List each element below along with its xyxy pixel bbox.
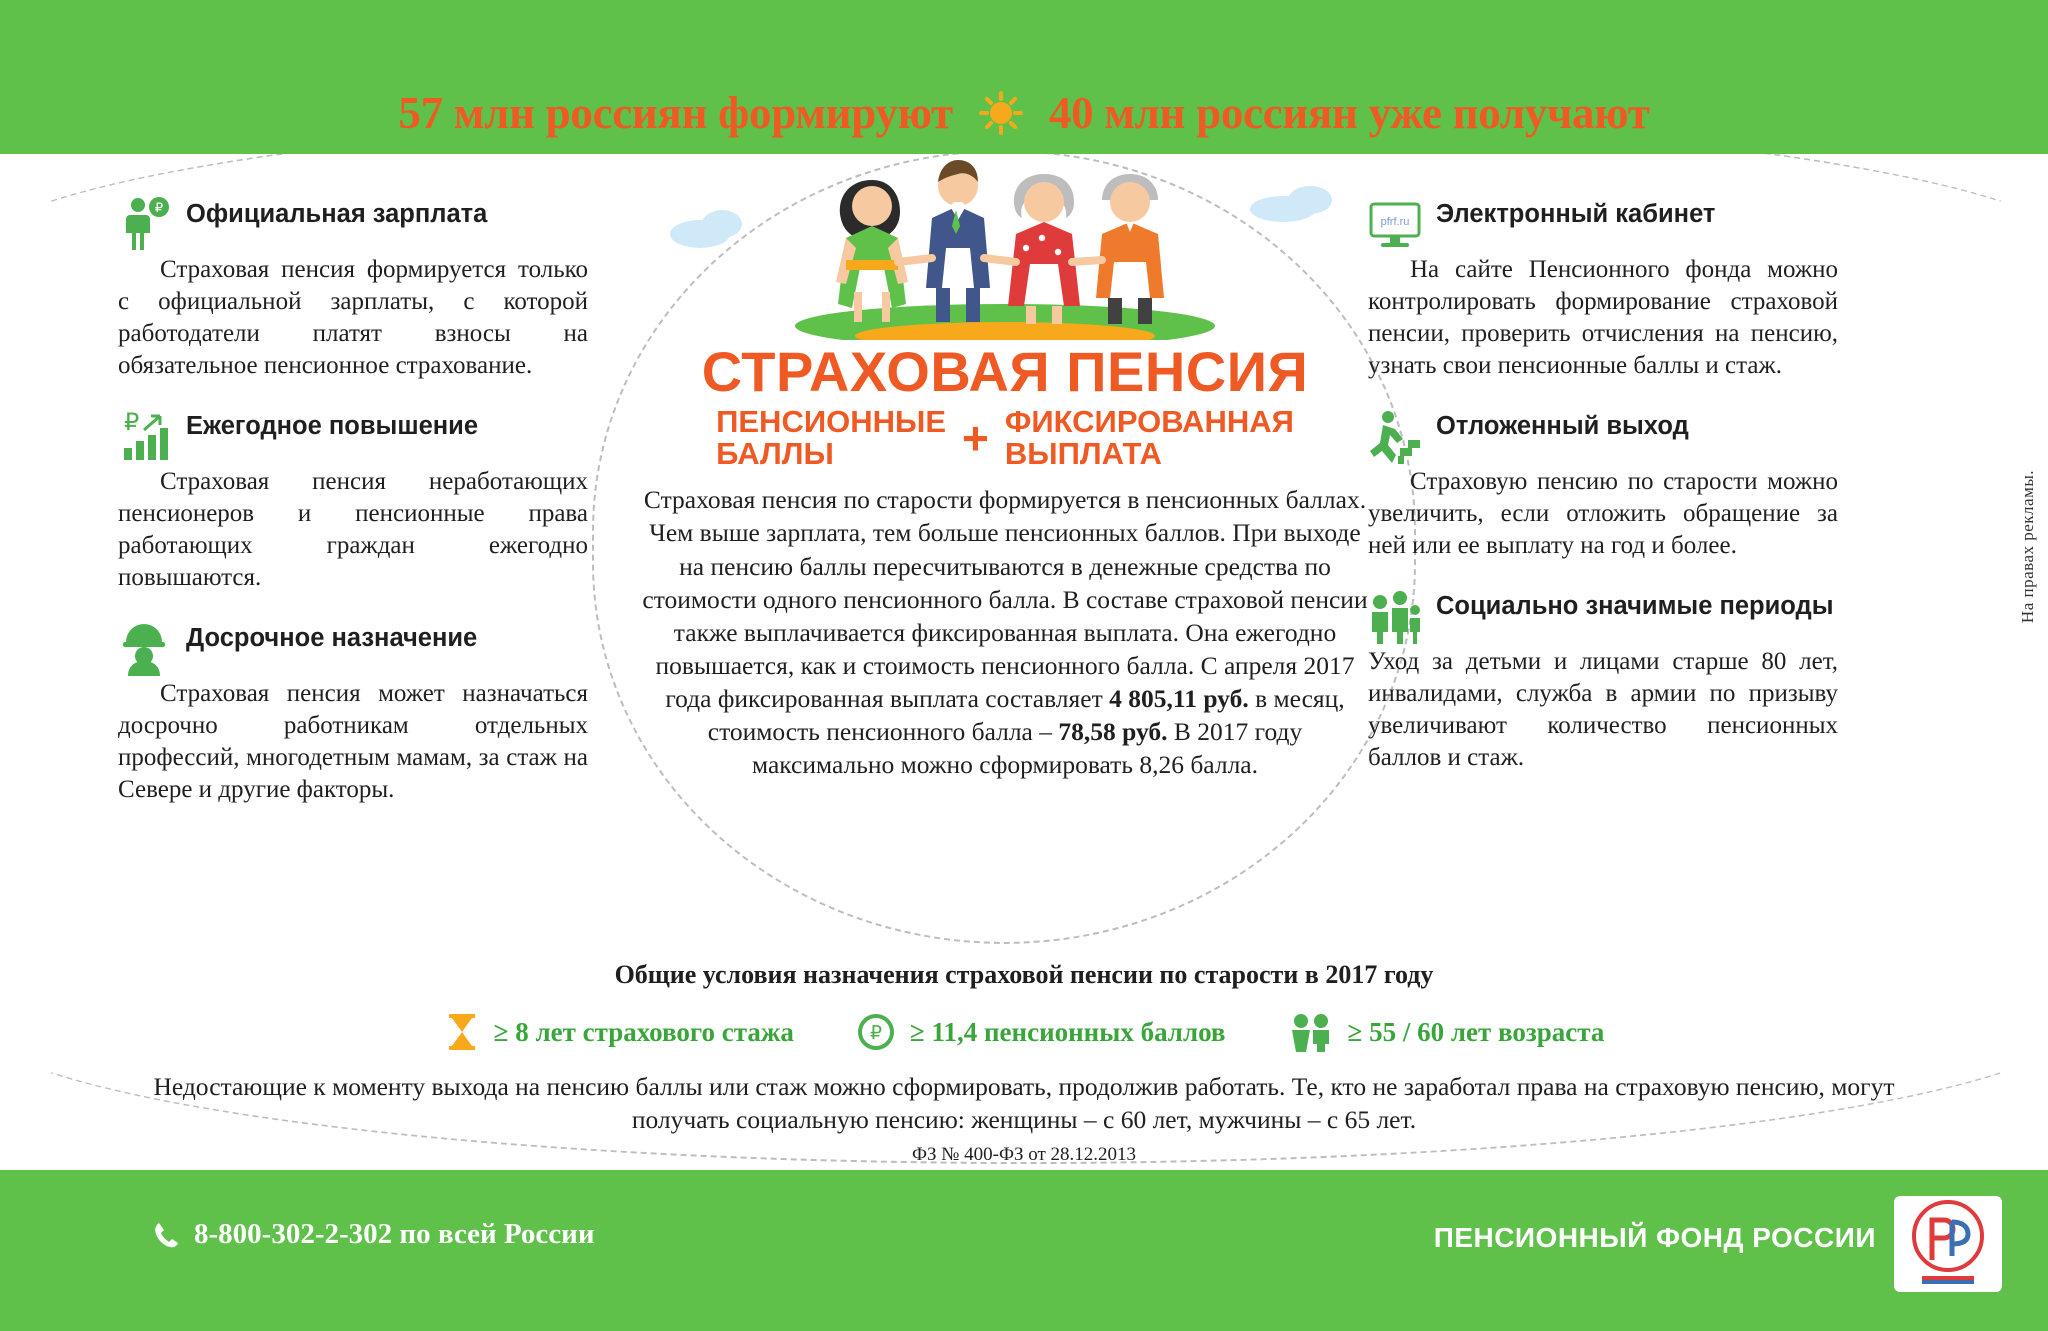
formula xyxy=(640,406,1370,469)
center-paragraph-part2: в месяц, стоимость пенсионного балла – xyxy=(707,684,1345,747)
formula-plus: + xyxy=(962,411,989,464)
right-block-1-title: Электронный кабинет xyxy=(1436,200,1716,228)
left-block-3-title: Досрочное назначение xyxy=(186,624,478,652)
pfr-logo xyxy=(1894,1196,2002,1292)
right-block-1 xyxy=(1368,196,1838,382)
phone-handset-icon xyxy=(152,1220,182,1250)
center-column xyxy=(640,140,1370,781)
value-point-cost: 78,58 руб. xyxy=(1058,717,1168,747)
center-paragraph-part1: Страховая пенсия по старости формируется в пенсионных баллах. Чем выше зарплата, тем больше пенсионных баллов. При выходе на пенсию баллы пересчитываются в денежные средства по стоимости одного пенсионного балла. В составе страховой пенсии также выплачивается фиксированная выплата. Она ежегодно повышается, как и стоимость пенсионного балла. С апреля 2017 года фиксированная выплата составляет xyxy=(642,485,1368,714)
right-block-1-text: На сайте Пенсионного фонда можно контролировать формирование страховой пенсии, проверить отчисления на пенсию, узнать свои пенсионные баллы и стаж. xyxy=(1368,256,1838,379)
right-column xyxy=(1368,196,1838,800)
law-reference: ФЗ № 400-ФЗ от 28.12.2013 xyxy=(911,1144,1137,1166)
man-woman-icon xyxy=(1288,1012,1334,1052)
condition-item-1 xyxy=(444,1012,794,1052)
family-care-icon xyxy=(1368,588,1422,644)
left-block-3-text: Страховая пенсия может назначаться досрочно работникам отдельных профессий, многодетным мамам, за стаж на Севере и другие факторы. xyxy=(118,680,588,803)
left-block-3 xyxy=(118,620,588,806)
main-title: СТРАХОВАЯ ПЕНСИЯ xyxy=(701,340,1309,403)
person-climbing-stairs-icon xyxy=(1368,408,1422,464)
conditions-note: Недостающие к моменту выхода на пенсию баллы или стаж можно сформировать, продолжив работать. Те, кто не заработал права на страховую пенсию, могут получать социальную пенсию: женщины – с 60 лет, мужчины – с 65 лет. xyxy=(153,1072,1895,1135)
right-block-2-text: Страховую пенсию по старости можно увеличить, если отложить обращение за ней или ее выплату на год и более. xyxy=(1368,468,1838,559)
svg-text:₽: ₽ xyxy=(154,200,164,215)
condition-item-2-label: ≥ 11,4 пенсионных баллов xyxy=(909,1016,1226,1047)
left-block-2-title: Ежегодное повышение xyxy=(186,412,479,440)
footer-brand: ПЕНСИОННЫЙ ФОНД РОССИИ xyxy=(1433,1222,1876,1253)
left-block-2-text: Страховая пенсия неработающих пенсионеров и пенсионные права работающих граждан ежегодно повышаются. xyxy=(118,468,588,591)
monitor-pfrf-ru-icon xyxy=(1368,196,1422,252)
conditions-row xyxy=(0,1012,2048,1052)
worker-helmet-icon xyxy=(118,620,172,676)
sun-icon xyxy=(979,91,1023,135)
header-left-text: 57 млн россиян формируют xyxy=(398,88,953,138)
formula-right xyxy=(1005,406,1294,469)
left-column xyxy=(118,196,588,832)
center-paragraph xyxy=(640,483,1370,781)
svg-text:₽: ₽ xyxy=(124,410,140,436)
left-block-1-title: Официальная зарплата xyxy=(186,200,488,228)
svg-text:₽: ₽ xyxy=(869,1023,882,1044)
center-paragraph-part3: В 2017 году максимально можно сформировать 8,26 балла. xyxy=(752,717,1303,780)
formula-left xyxy=(716,406,946,469)
right-block-3 xyxy=(1368,588,1838,774)
ad-disclaimer: На правах рекламы. xyxy=(2018,470,2037,624)
condition-item-1-label: ≥ 8 лет страхового стажа xyxy=(493,1016,794,1047)
footer-phone[interactable] xyxy=(152,1218,595,1251)
hourglass-icon xyxy=(444,1012,480,1052)
left-block-2 xyxy=(118,408,588,594)
formula-left-line2: БАЛЛЫ xyxy=(716,435,834,471)
right-block-2 xyxy=(1368,408,1838,562)
family-of-four-illustration xyxy=(640,140,1370,340)
ruble-cycle-icon xyxy=(856,1012,896,1052)
condition-item-3-label: ≥ 55 / 60 лет возраста xyxy=(1347,1016,1605,1047)
footer-phone-text: 8-800-302-2-302 по всей России xyxy=(194,1218,595,1250)
condition-item-2 xyxy=(856,1012,1226,1052)
ruble-growth-chart-icon xyxy=(118,408,172,464)
value-fixed-payment: 4 805,11 руб. xyxy=(1109,684,1249,714)
right-block-2-title: Отложенный выход xyxy=(1436,412,1689,440)
formula-right-line1: ФИКСИРОВАННАЯ xyxy=(1004,404,1294,439)
formula-left-line1: ПЕНСИОННЫЕ xyxy=(716,404,947,439)
left-block-1-text: Страховая пенсия формируется только с официальной зарплаты, с которой работодатели платят взносы на обязательное пенсионное страхование. xyxy=(118,256,588,379)
left-block-1 xyxy=(118,196,588,382)
formula-right-line2: ВЫПЛАТА xyxy=(1004,435,1162,471)
footer-band xyxy=(0,1170,2048,1331)
person-with-ruble-badge-icon xyxy=(118,196,172,252)
conditions-title: Общие условия назначения страховой пенсии по старости в 2017 году xyxy=(614,960,1434,989)
svg-text:pfrf.ru: pfrf.ru xyxy=(1380,216,1410,228)
header-right-text: 40 млн россиян уже получают xyxy=(1048,88,1650,138)
right-block-3-title: Социально значимые периоды xyxy=(1436,592,1834,620)
right-block-3-text: Уход за детьми и лицами старше 80 лет, инвалидами, служба в армии по призыву увеличивают количество пенсионных баллов и стаж. xyxy=(1368,648,1838,771)
conditions-section xyxy=(0,960,2048,1199)
condition-item-3 xyxy=(1288,1012,1605,1052)
